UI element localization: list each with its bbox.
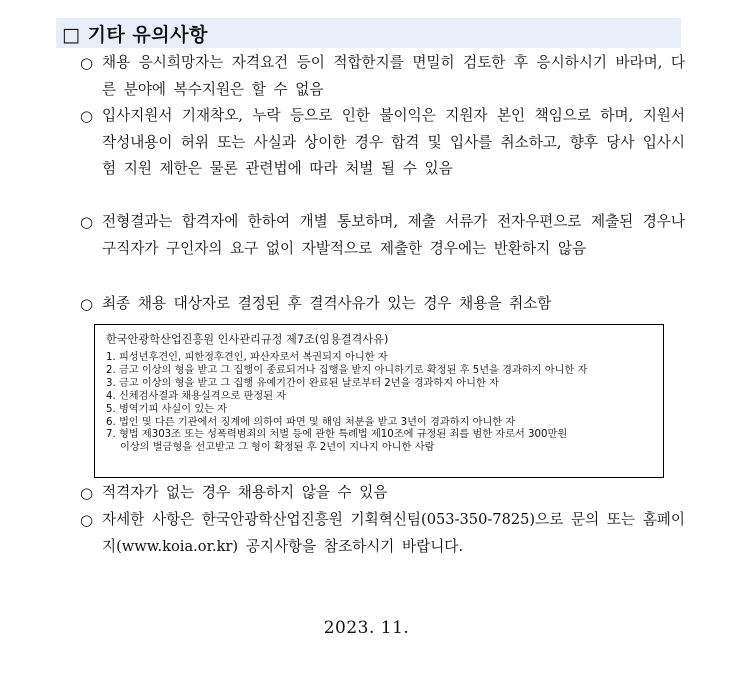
circle-bullet-icon: ○	[80, 213, 94, 231]
rule-item: 5. 병역기피 사실이 있는 자	[106, 403, 228, 415]
rule-list	[106, 352, 658, 455]
notice-text: 자세한 사항은 한국안광학산업진흥원 기획혁신팀(053-350-7825)으로 문의 또는 홈페이지(www.koia.or.kr) 공지사항을 참조하시기 바랍니다.	[102, 511, 685, 555]
document-date: 2023. 11.	[323, 618, 410, 638]
rule-item: 2. 금고 이상의 형을 받고 그 집행이 종료되거나 집행을 받지 아니하기로 확정된 후 5년을 경과하지 아니한 자	[106, 364, 588, 376]
rule-item: 6. 법인 및 다른 기관에서 징계에 의하여 파면 및 해임 처분을 받고 3년이 경과하지 아니한 자	[106, 416, 516, 428]
disqualification-rule-box	[94, 324, 664, 478]
rule-item: 4. 신체검사결과 채용실격으로 판정된 자	[106, 390, 287, 402]
circle-bullet-icon: ○	[80, 295, 94, 313]
notice-text: 적격자가 없는 경우 채용하지 않을 수 있음	[102, 484, 388, 501]
circle-bullet-icon: ○	[80, 107, 94, 125]
rule-item: 3. 금고 이상의 형을 받고 그 집행 유예기간이 완료된 날로부터 2년을 경과하지 아니한 자	[106, 377, 499, 389]
circle-bullet-icon: ○	[80, 484, 94, 502]
notice-item-6	[80, 507, 685, 560]
notice-item-2	[80, 103, 685, 183]
notice-item-1	[80, 50, 685, 103]
rule-item: 1. 피성년후견인, 피한정후견인, 파산자로서 복권되지 아니한 자	[106, 352, 388, 363]
notice-item-4	[80, 291, 685, 318]
circle-bullet-icon: ○	[80, 54, 94, 72]
notice-item-3	[80, 209, 685, 262]
rule-item: 7. 형법 제303조 또는 성폭력범죄의 처벌 등에 관한 특례법 제10조에 규정된 죄를 범한 자로서 300만원	[106, 429, 568, 441]
notice-text: 전형결과는 합격자에 한하여 개별 통보하며, 제출 서류가 전자우편으로 제출된 경우나 구직자가 구인자의 요구 없이 자발적으로 제출한 경우에는 반환하지 않음	[102, 213, 685, 257]
checkbox-square-icon: □	[62, 24, 81, 46]
notice-item-5	[80, 480, 685, 507]
section-title: 기타 유의사항	[87, 24, 208, 46]
circle-bullet-icon: ○	[80, 511, 94, 529]
notice-text: 최종 채용 대상자로 결정된 후 결격사유가 있는 경우 채용을 취소함	[102, 295, 552, 312]
section-header	[62, 20, 208, 47]
notice-text: 채용 응시희망자는 자격요건 등이 적합한지를 면밀히 검토한 후 응시하시기 바라며, 다른 분야에 복수지원은 할 수 없음	[102, 54, 685, 98]
rule-box-title: 한국안광학산업진흥원 인사관리규정 제7조(임용결격사유)	[106, 333, 389, 346]
rule-item-continuation: 이상의 벌금형을 선고받고 그 형이 확정된 후 2년이 지나지 아니한 사람	[120, 442, 435, 454]
notice-text: 입사지원서 기재착오, 누락 등으로 인한 불이익은 지원자 본인 책임으로 하며, 지원서 작성내용이 허위 또는 사실과 상이한 경우 합격 및 입사를 취소하고, 향후 당사 입사시험 지원 제한은 물론 관련법에 따라 처벌 될 수 있음	[102, 107, 685, 177]
